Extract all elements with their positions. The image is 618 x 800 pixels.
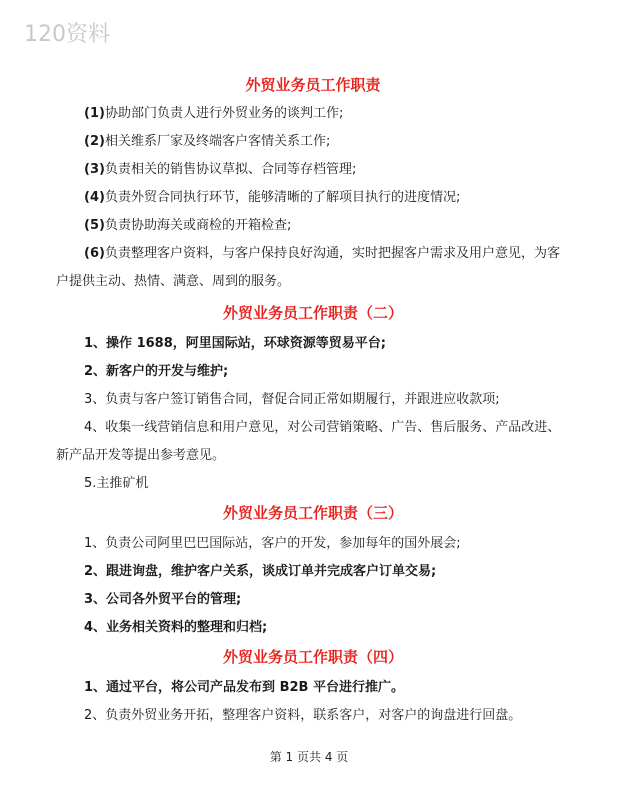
list-item: 3、公司各外贸平台的管理; <box>84 592 242 607</box>
list-item: 2、跟进询盘，维护客户关系，谈成订单并完成客户订单交易; <box>84 564 437 579</box>
list-item: 3、负责与客户签订销售合同，督促合同正常如期履行，并跟进应收款项; <box>84 392 500 407</box>
section-title: 外贸业务员工作职责（三） <box>222 504 403 522</box>
watermark: 120资料 <box>24 22 110 47</box>
list-item: 2、新客户的开发与维护; <box>84 364 229 379</box>
list-item: 5.主推矿机 <box>84 476 149 491</box>
list-item: 4、收集一线营销信息和用户意见，对公司营销策略、广告、售后服务、产品改进、新产品开发等提出参考意见。 <box>56 420 561 463</box>
list-item: 2、负责外贸业务开拓，整理客户资料，联系客户，对客户的询盘进行回盘。 <box>84 708 522 723</box>
section-title: 外贸业务员工作职责（四） <box>222 648 403 666</box>
list-item: (6)负责整理客户资料，与客户保持良好沟通，实时把握客户需求及用户意见，为客户提供主动、热情、满意、周到的服务。 <box>56 246 560 289</box>
section-title: 外贸业务员工作职责（二） <box>222 304 403 322</box>
list-item: 1、通过平台，将公司产品发布到 B2B 平台进行推广。 <box>84 680 404 695</box>
list-item: (3)负责相关的销售协议草拟、合同等存档管理; <box>84 162 357 177</box>
list-item: (2)相关维系厂家及终端客户客情关系工作; <box>84 134 331 149</box>
section-title: 外贸业务员工作职责 <box>245 76 381 94</box>
list-item: (1)协助部门负责人进行外贸业务的谈判工作; <box>84 106 344 121</box>
page-footer: 第 1 页共 4 页 <box>269 750 349 764</box>
list-item: 1、负责公司阿里巴巴国际站，客户的开发，参加每年的国外展会; <box>84 536 461 551</box>
list-item: (4)负责外贸合同执行环节，能够清晰的了解项目执行的进度情况; <box>84 190 461 205</box>
list-item: 1、操作 1688，阿里国际站，环球资源等贸易平台; <box>84 336 386 351</box>
list-item: 4、业务相关资料的整理和归档; <box>84 620 268 635</box>
list-item: (5)负责协助海关或商检的开箱检查; <box>84 218 292 233</box>
document-page <box>56 72 570 734</box>
